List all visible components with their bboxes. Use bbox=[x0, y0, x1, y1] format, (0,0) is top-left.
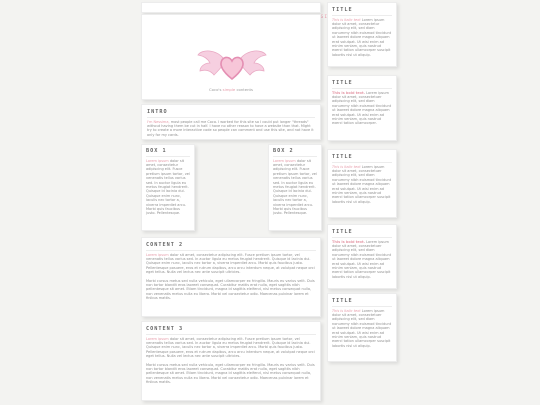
sidebar-card-lead: This is italic text bbox=[332, 164, 361, 169]
sidebar-card-heading: TITLE bbox=[332, 298, 353, 304]
content-3-para-1 bbox=[146, 337, 316, 359]
sidebar-card-text bbox=[332, 309, 392, 349]
sidebar-card-heading: TITLE bbox=[332, 80, 353, 86]
sidebar-card-lead: This is bold text. bbox=[332, 239, 366, 244]
sidebar-card-text bbox=[332, 165, 392, 205]
sidebar-card-4 bbox=[327, 224, 397, 289]
intro-heading: INTRO bbox=[147, 109, 168, 115]
content-2 bbox=[141, 237, 321, 317]
content-2-para-1 bbox=[146, 253, 316, 275]
hero-credit bbox=[142, 87, 320, 92]
sidebar-card-2 bbox=[327, 75, 397, 141]
sidebar-card-lead: This is italic text bbox=[332, 308, 361, 313]
sidebar-card-lead: This is italic text bbox=[332, 17, 361, 22]
box-1-heading: BOX 1 bbox=[146, 148, 167, 154]
sidebar-card-text bbox=[332, 18, 392, 58]
box-1-body: dolor sit amet, consectetur adipiscing elit. Fusce pretium ipsum tortor, vel venenatis tellus varius sed. In auctor ligula eu metus feugiat hendrerit. Quisque id lacinia dui. Quisque enim nunc, iaculis nec tortor a, viverra imperdiet arcu. Morbi quis faucibus justo. Pellentesque. bbox=[146, 158, 190, 216]
intro-section bbox=[141, 104, 321, 140]
content-3-lead: Lorem ipsum bbox=[146, 336, 169, 341]
sidebar-card-body: Lorem ipsum dolor sit amet, consectetuer adipiscing elit, sed diam nonummy nibh euismod tincidunt ut laoreet dolore magna aliquam erat volutpat. Ut wisi enim ad minim veniam, quis nostrud exerci tation ullamcorper. bbox=[332, 90, 392, 126]
sidebar-card-3 bbox=[327, 149, 397, 218]
credit-prefix: Coco's bbox=[209, 87, 222, 92]
content-3 bbox=[141, 321, 321, 401]
box-2-heading: BOX 2 bbox=[273, 148, 294, 154]
sidebar-card-heading: TITLE bbox=[332, 154, 353, 160]
sidebar-card-body: Lorem ipsum dolor sit amet, consectetuer adipiscing elit, sed diam nonummy nibh euismod tincidunt ut laoreet dolore magna aliquam erat volutpat. Ut wisi enim ad minim veniam, quis nostrud exerci tation ullamcorper suscipit lobortis nisl ut aliquip. bbox=[332, 164, 392, 204]
content-2-para-2: Morbi cursus metus sed nulla vehicula, eget ullamcorper ex fringilla. Mauris eu varius velit. Duis non tortor blandit eros laoreet consequat. Curabitur mattis erat nulla, eget sagittis nibh pellentesque sit amet. Etiam tincidunt, magna id sagittis eleifend, nisl metus consequat nulla, non venenatis metus nulla eu libero. Morbi vel consectetur odio. Maecenas pulvinar lorem et finibus mattis. bbox=[146, 278, 315, 301]
sidebar-card-heading: TITLE bbox=[332, 229, 353, 235]
sidebar-card-body: Lorem ipsum dolor sit amet, consectetuer adipiscing elit, sed diam nonummy nibh euismod tincidunt ut laoreet dolore magna aliquam erat volutpat. Ut wisi enim ad minim veniam, quis nostrud exerci tation ullamcorper suscipit lobortis nisl ut aliquip. bbox=[332, 239, 392, 279]
site-title-banner bbox=[141, 2, 321, 13]
box-2 bbox=[268, 144, 322, 231]
content-3-para-2: Morbi cursus metus sed nulla vehicula, eget ullamcorper ex fringilla. Mauris eu varius velit. Duis non tortor blandit eros laoreet consequat. Curabitur mattis erat nulla, eget sagittis nibh pellentesque sit amet. Etiam tincidunt, magna id sagittis eleifend, nisl metus consequat nulla, non venenatis metus nulla eu libero. Morbi vel consectetur odio. Maecenas pulvinar lorem et finibus mattis. bbox=[146, 362, 315, 385]
sidebar-card-5 bbox=[327, 293, 397, 362]
content-2-body-1: dolor sit amet, consectetur adipiscing elit. Fusce pretium ipsum tortor, vel venenatis tellus varius sed. In auctor ligula eu metus feugiat hendrerit. Quisque id lacinia dui. Quisque enim nunc, iaculis nec tortor a, viverra imperdiet arcu. Morbi quis faucibus justo. Pellentesque posuere, eros et rutrum dapibus, arcu arcu interdum neque, at volutpat neque orci eget tellus. Nulla vel lectus nec ante suscipit ultricies. bbox=[146, 252, 315, 275]
hero-panel bbox=[141, 14, 321, 100]
intro-lead: I'm Nessima, bbox=[147, 119, 170, 124]
box-2-body: dolor sit amet, consectetur adipiscing elit. Fusce pretium ipsum tortor, vel venenatis tellus varius sed. In auctor ligula eu metus feugiat hendrerit. Quisque id lacinia dui. Quisque enim nunc, iaculis nec tortor a, viverra imperdiet arcu. Morbi quis faucibus justo. Pellentesque. bbox=[273, 158, 317, 216]
content-3-heading: CONTENT 3 bbox=[146, 326, 184, 332]
intro-text bbox=[147, 120, 315, 138]
box-2-lead: Lorem ipsum bbox=[273, 158, 296, 163]
credit-link[interactable]: simple bbox=[222, 87, 236, 92]
content-2-lead: Lorem ipsum bbox=[146, 252, 169, 257]
sidebar-card-lead: This is bold text. bbox=[332, 90, 366, 95]
box-1-text bbox=[146, 159, 190, 216]
winged-heart-icon bbox=[192, 45, 272, 85]
sidebar-card-body: Lorem ipsum dolor sit amet, consectetuer adipiscing elit, sed diam nonummy nibh euismod tincidunt ut laoreet dolore magna aliquam erat volutpat. Ut wisi enim ad minim veniam, quis nostrud exerci tation ullamcorper suscipit lobortis nisl ut aliquip. bbox=[332, 308, 392, 348]
sidebar-card-1 bbox=[327, 2, 397, 67]
content-2-heading: CONTENT 2 bbox=[146, 242, 184, 248]
intro-body: most people call me Coco. I worked for this site so I could put longer "threads" without having them be cut in half. I have no other reason to have a website than that. Might try to create a more interactive code so people can comment and use this site, and not have it only for my cards. bbox=[147, 119, 314, 137]
sidebar-card-heading: TITLE bbox=[332, 7, 353, 13]
sidebar-card-body: Lorem ipsum dolor sit amet, consectetur adipiscing elit, sed diam nonummy nibh euismod tincidunt ut laoreet dolore magna aliquam erat volutpat. Ut wisi enim ad minim veniam, quis nostrud exerci tation ullamcorper suscipit lobortis nisl ut aliquip. bbox=[332, 17, 392, 57]
credit-suffix: contents bbox=[236, 87, 253, 92]
content-3-body-1: dolor sit amet, consectetur adipiscing elit. Fusce pretium ipsum tortor, vel venenatis tellus varius sed. In auctor ligula eu metus feugiat hendrerit. Quisque id lacinia dui. Quisque enim nunc, iaculis nec tortor a, viverra imperdiet arcu. Morbi quis faucibus justo. Pellentesque posuere, eros et rutrum dapibus, arcu arcu interdum neque, at volutpat neque orci eget tellus. Nulla vel lectus nec ante suscipit ultricies. bbox=[146, 336, 315, 359]
box-1 bbox=[141, 144, 195, 231]
sidebar-card-text bbox=[332, 240, 392, 280]
sidebar-card-text bbox=[332, 91, 392, 126]
box-2-text bbox=[273, 159, 317, 216]
box-1-lead: Lorem ipsum bbox=[146, 158, 169, 163]
